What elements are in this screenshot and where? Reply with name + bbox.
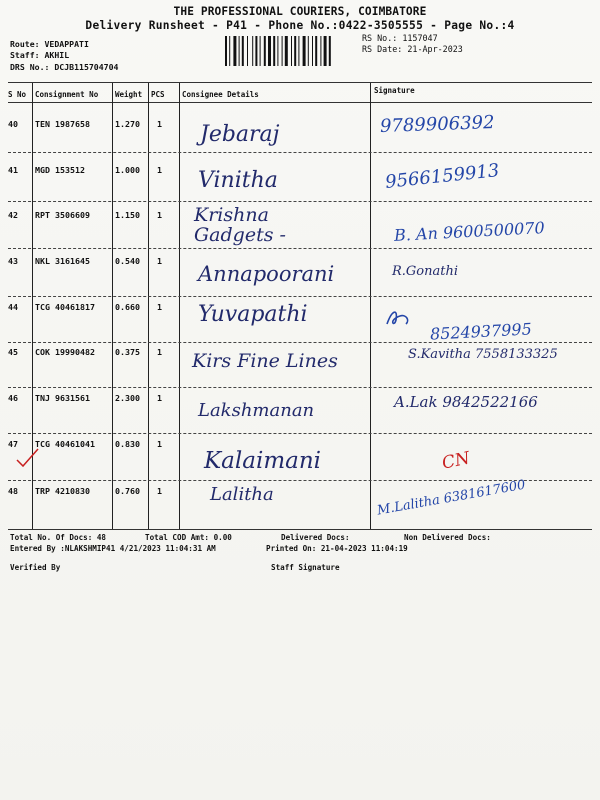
row-pcs: 1 — [157, 119, 162, 129]
tick-mark-icon — [14, 446, 42, 470]
row-consignment: TEN 1987658 — [35, 119, 90, 129]
row-sno: 48 — [8, 486, 18, 496]
consignee-handwriting: Vinitha — [198, 168, 278, 193]
row-consignment: NKL 3161645 — [35, 256, 90, 266]
signature-handwriting: B. An 9600500070 — [393, 218, 546, 245]
consignee-handwriting: Lalitha — [210, 484, 274, 505]
row-pcs: 1 — [157, 165, 162, 175]
row-consignment: COK 19990482 — [35, 347, 95, 357]
row-pcs: 1 — [157, 486, 162, 496]
row-sno: 47 — [8, 439, 18, 449]
row-pcs: 1 — [157, 393, 162, 403]
signature-handwriting: 9789906392 — [379, 112, 495, 137]
col-sno-header: S No — [8, 90, 27, 99]
row-weight: 1.150 — [115, 210, 140, 220]
staff-label: Staff: AKHIL — [10, 50, 70, 60]
delivered-docs: Delivered Docs: — [281, 533, 350, 542]
row-sno: 43 — [8, 256, 18, 266]
verified-by-label: Verified By — [10, 563, 61, 572]
signature-handwriting: R.Gonathi — [392, 264, 459, 279]
non-delivered-docs: Non Delivered Docs: — [404, 533, 491, 542]
header-bottom-rule — [8, 102, 592, 103]
row-consignment: TCG 40461817 — [35, 302, 95, 312]
consignee-handwriting: Kalaimani — [204, 448, 322, 474]
row-consignment: RPT 3506609 — [35, 210, 90, 220]
table-bottom-rule — [8, 529, 592, 530]
consignee-handwriting: Jebaraj — [200, 122, 280, 147]
col-divider — [112, 83, 113, 530]
runsheet-subtitle: Delivery Runsheet - P41 - Phone No.:0422-3505555 - Page No.:4 — [85, 19, 515, 32]
row-consignment: TNJ 9631561 — [35, 393, 90, 403]
row-sno: 42 — [8, 210, 18, 220]
row-divider — [8, 152, 592, 153]
printed-on: Printed On: 21-04-2023 11:04:19 — [266, 544, 408, 553]
row-weight: 0.375 — [115, 347, 140, 357]
drs-label: DRS No.: DCJB115704704 — [10, 62, 119, 72]
consignee-handwriting: Annapoorani — [198, 262, 335, 286]
row-sno: 45 — [8, 347, 18, 357]
route-label: Route: VEDAPPATI — [10, 39, 89, 49]
col-signature-header: Signature — [374, 86, 415, 95]
row-sno: 44 — [8, 302, 18, 312]
row-sno: 40 — [8, 119, 18, 129]
signature-handwriting: A.Lak 9842522166 — [394, 393, 538, 411]
signature-scribble-icon — [384, 306, 414, 330]
row-pcs: 1 — [157, 347, 162, 357]
row-pcs: 1 — [157, 439, 162, 449]
col-pcs-header: PCS — [151, 90, 165, 99]
row-weight: 1.270 — [115, 119, 140, 129]
col-divider — [179, 83, 180, 530]
row-consignment: TRP 4210830 — [35, 486, 90, 496]
row-sno: 46 — [8, 393, 18, 403]
row-pcs: 1 — [157, 210, 162, 220]
consignee-handwriting: Krishna Gadgets - — [194, 204, 286, 246]
entered-by: Entered By :NLAKSHMIP41 4/21/2023 11:04:31 AM — [10, 544, 216, 553]
table-top-rule — [8, 82, 592, 83]
row-divider — [8, 201, 592, 202]
row-divider — [8, 342, 592, 343]
col-consignee-header: Consignee Details — [182, 90, 259, 99]
staff-signature-label: Staff Signature — [271, 563, 340, 572]
rs-date: RS Date: 21-Apr-2023 — [362, 44, 463, 54]
row-consignment: MGD 153512 — [35, 165, 85, 175]
signature-handwriting: M.Lalitha 6381617600 — [375, 477, 527, 519]
signature-handwriting: 9566159913 — [384, 160, 501, 193]
signature-handwriting: S.Kavitha 7558133325 — [408, 347, 558, 362]
row-weight: 0.540 — [115, 256, 140, 266]
consignee-handwriting: Kirs Fine Lines — [192, 350, 338, 372]
consignee-handwriting: Yuvapathi — [198, 302, 308, 327]
barcode-icon — [225, 36, 357, 66]
col-divider — [148, 83, 149, 530]
col-consignment-header: Consignment No — [35, 90, 99, 99]
consignee-handwriting: Lakshmanan — [198, 400, 315, 421]
row-divider — [8, 387, 592, 388]
signature-handwriting: 8524937995 — [429, 319, 533, 344]
row-pcs: 1 — [157, 256, 162, 266]
row-sno: 41 — [8, 165, 18, 175]
row-weight: 0.760 — [115, 486, 140, 496]
row-weight: 1.000 — [115, 165, 140, 175]
total-cod: Total COD Amt: 0.00 — [145, 533, 232, 542]
row-divider — [8, 248, 592, 249]
row-divider — [8, 433, 592, 434]
company-title: THE PROFESSIONAL COURIERS, COIMBATORE — [173, 5, 427, 18]
col-weight-header: Weight — [115, 90, 143, 99]
row-consignment: TCG 40461041 — [35, 439, 95, 449]
row-weight: 0.660 — [115, 302, 140, 312]
row-weight: 0.830 — [115, 439, 140, 449]
rs-number: RS No.: 1157047 — [362, 33, 438, 43]
row-divider — [8, 296, 592, 297]
row-weight: 2.300 — [115, 393, 140, 403]
row-pcs: 1 — [157, 302, 162, 312]
total-docs: Total No. Of Docs: 48 — [10, 533, 107, 542]
col-divider — [370, 83, 371, 530]
signature-handwriting: CN — [440, 448, 472, 474]
